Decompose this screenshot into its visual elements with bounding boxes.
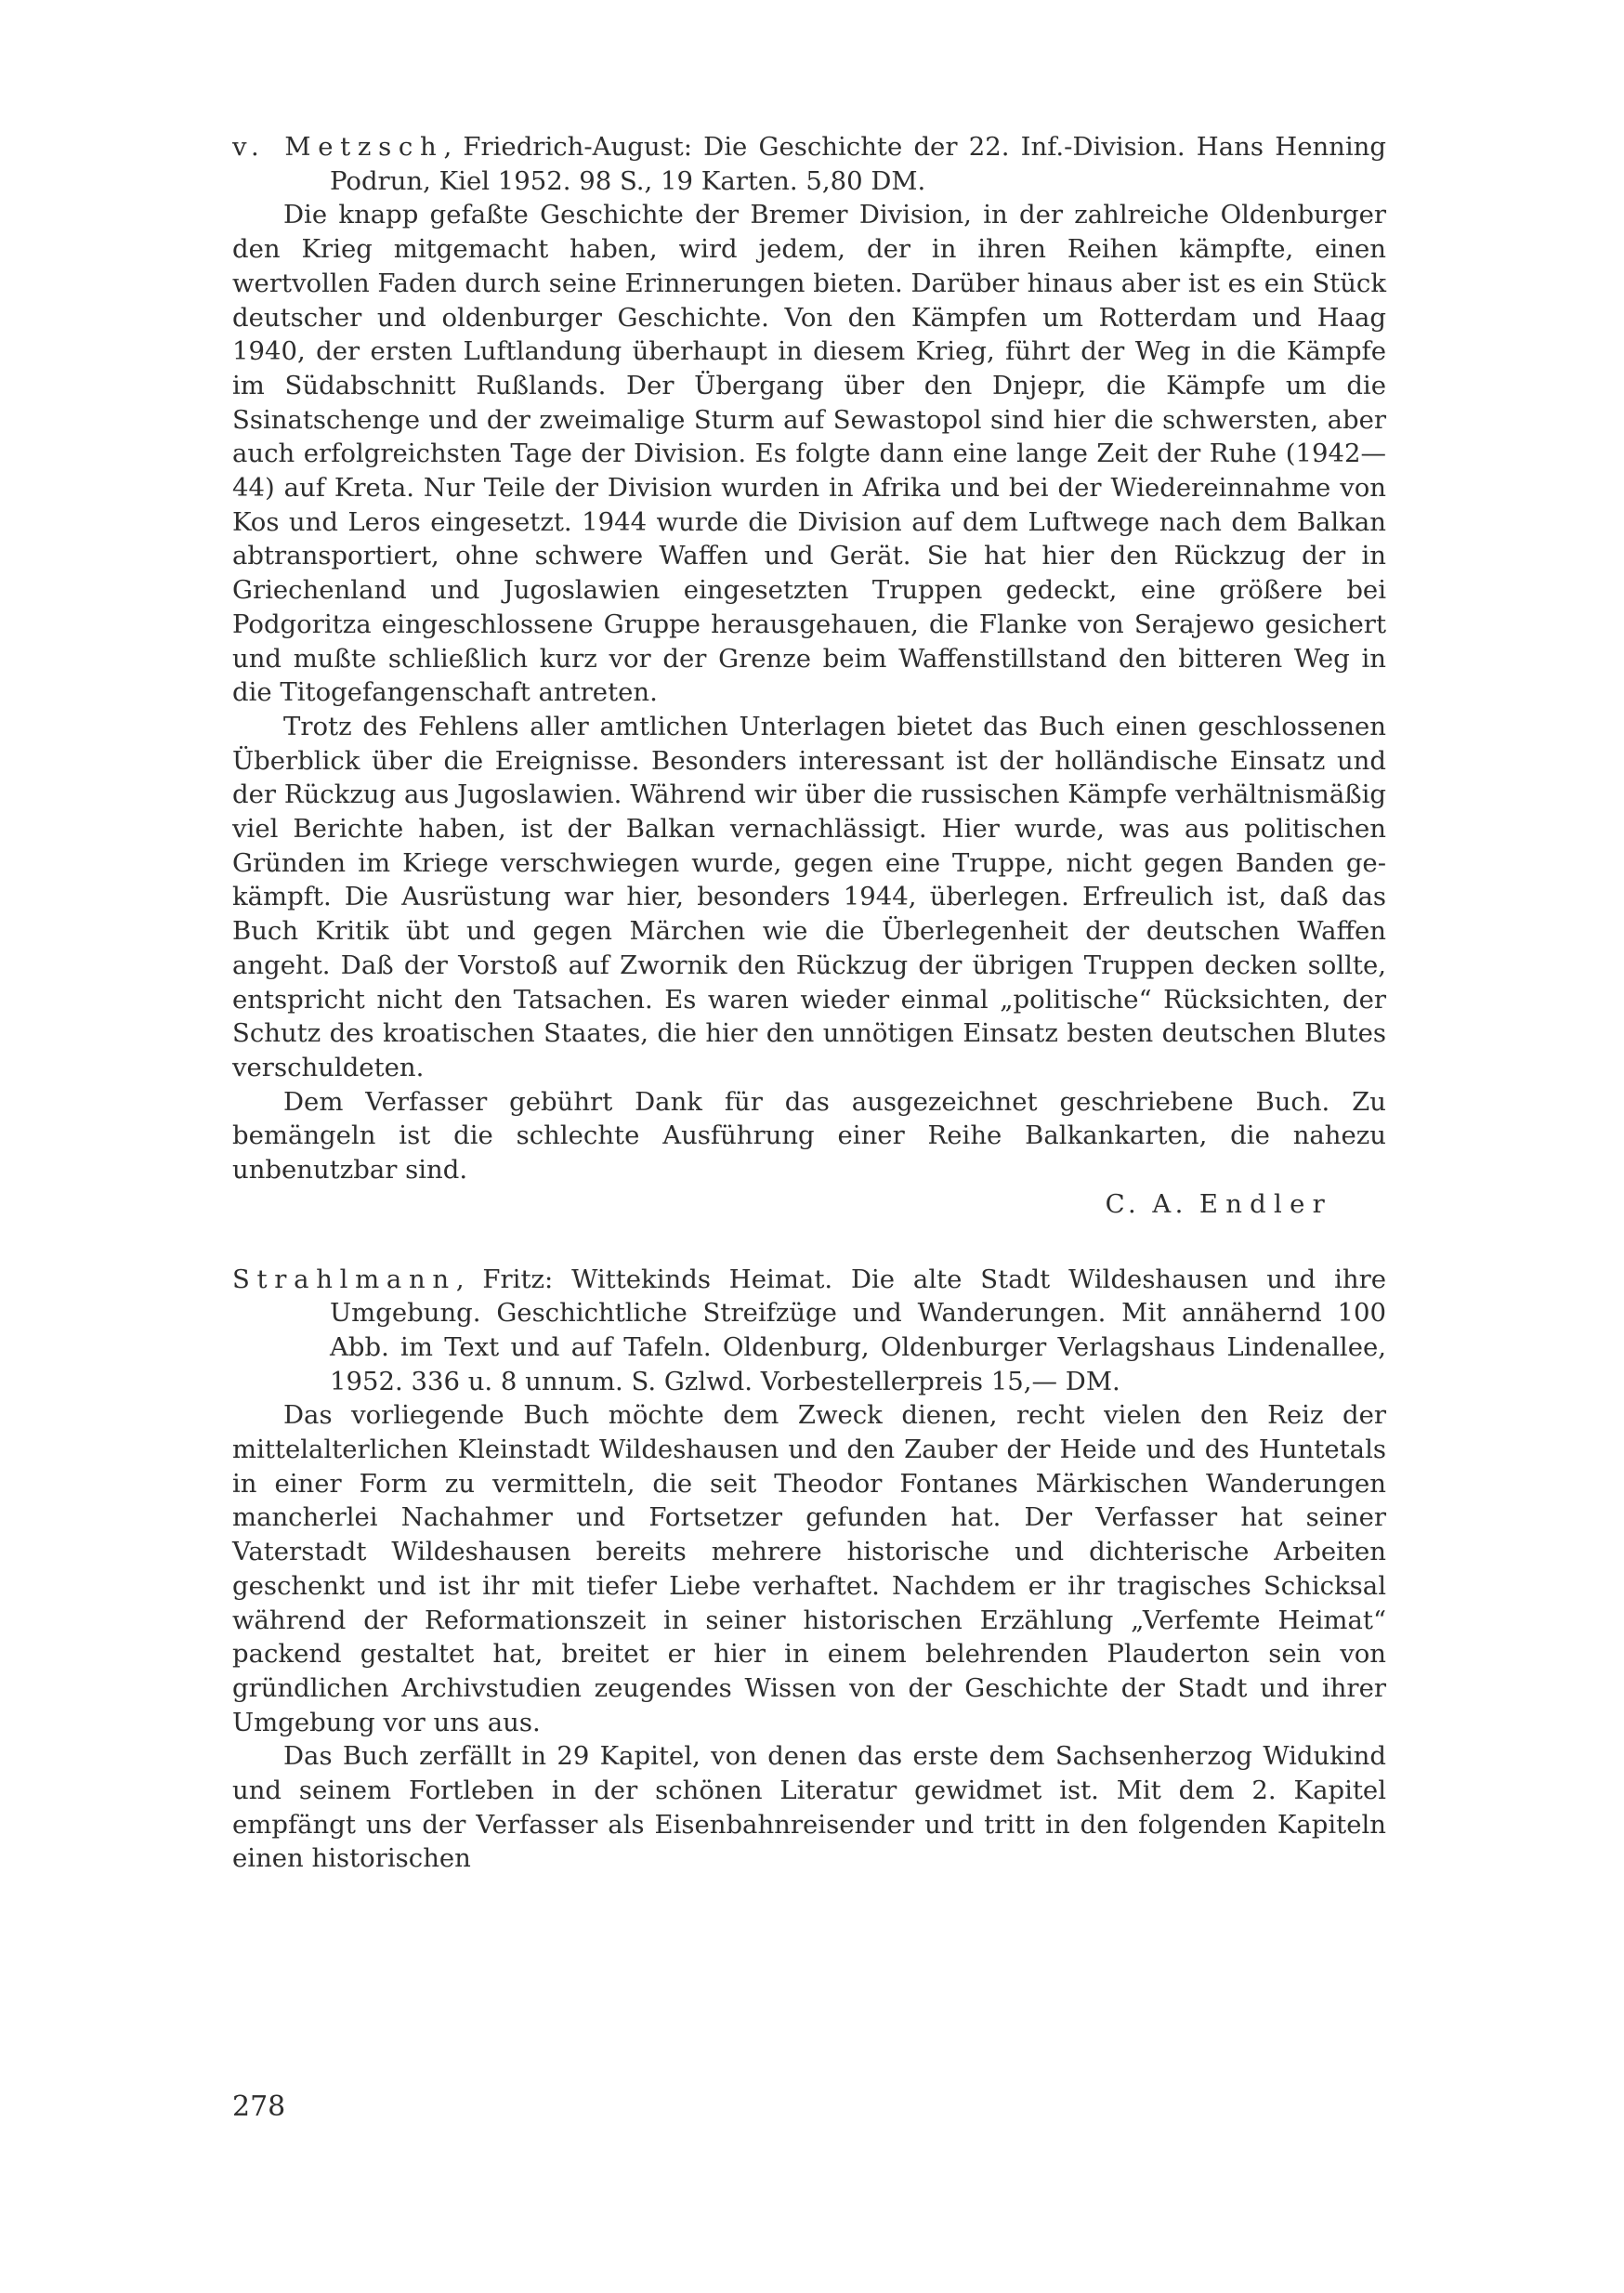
review1-paragraph-1: Die knapp gefaßte Geschichte der Bremer Division, in der zahlreiche Oldenburger den Krieg mitgemacht haben, wird jedem, der in ihren Reihen kämpfte, einen wertvollen Faden durch seine Erinnerungen bieten. Darüber hinaus aber ist es ein Stück deutscher und oldenburger Geschichte. Von den Kämpfen um Rotterdam und Haag 1940, der ersten Luftlandung überhaupt in diesem Krieg, führt der Weg in die Kämpfe im Südabschnitt Rußlands. Der Übergang über den Dnjepr, die Kämpfe um die Ssinatschenge und der zweimalige Sturm auf Sewastopol sind hier die schwersten, aber auch erfolgreichsten Tage der Division. Es folgte dann eine lange Zeit der Ruhe (1942—44) auf Kreta. Nur Teile der Division wurden in Afrika und bei der Wiedereinnahme von Kos und Leros eingesetzt. 1944 wurde die Division auf dem Luftwege nach dem Balkan abtransportiert, ohne schwere Waffen und Gerät. Sie hat hier den Rückzug der in Griechenland und Jugoslawien eingesetzten Truppen gedeckt, eine größere bei Podgoritza eingeschlossene Gruppe herausgehauen, die Flanke von Serajewo gesichert und mußte schließlich kurz vor der Grenze beim Waffenstillstand den bitteren Weg in die Titogefangenschaft antreten.: [232, 200, 1386, 708]
review1-signature-initials: C. A.: [1105, 1188, 1187, 1219]
page-number: 278: [232, 2090, 286, 2123]
review1-signature-surname: Endler: [1198, 1188, 1332, 1219]
review1-paragraph-3: Dem Verfasser gebührt Dank für das ausgezeichnet geschriebene Buch. Zu bemängeln ist die schlechte Ausführung einer Reihe Balkankarten, die nahezu unbenutzbar sind.: [232, 1086, 1386, 1186]
review1-citation-text: , Friedrich-August: Die Geschichte der 22. Inf.-Division. Hans Henning Podrun, Kiel 1952. 98 S., 19 Karten. 5,80 DM.: [330, 132, 1386, 196]
review2-paragraph-2: Das Buch zerfällt in 29 Kapitel, von denen das erste dem Sachsenherzog Widukind und seinem Fortleben in der schönen Literatur gewidmet ist. Mit dem 2. Kapitel empfängt uns der Verfasser als Eisenbahnreisender und tritt in den folgenden Kapiteln einen historischen: [232, 1741, 1386, 1874]
review-separator: [232, 1222, 1386, 1263]
review1-paragraph-2: Trotz des Fehlens aller amtlichen Unterlagen bietet das Buch einen geschlossenen Überblick über die Ereignisse. Besonders interessant ist der holländische Einsatz und der Rückzug aus Jugoslawien. Während wir über die russischen Kämpfe verhältnismäßig viel Berichte haben, ist der Balkan vernachlässigt. Hier wurde, was aus politischen Gründen im Kriege verschwiegen wurde, gegen eine Truppe, nicht gegen Banden gekämpft. Die Ausrüstung war hier, besonders 1944, überlegen. Erfreulich ist, daß das Buch Kritik übt und gegen Märchen wie die Überlegenheit der deutschen Waffen angeht. Daß der Vorstoß auf Zwornik den Rückzug der übrigen Truppen decken sollte, entspricht nicht den Tatsachen. Es waren wieder einmal „politische“ Rücksichten, der Schutz des kroatischen Staates, die hier den unnötigen Einsatz besten deutschen Blutes verschuldeten.: [232, 711, 1386, 1082]
review1-citation: [232, 130, 1386, 198]
review2-paragraph-1: Das vorliegende Buch möchte dem Zweck dienen, recht vielen den Reiz der mittelalterlichen Kleinstadt Wildeshausen und den Zauber der Heide und des Huntetals in einer Form zu vermitteln, die seit Theodor Fontanes Märkischen Wanderungen mancherlei Nachahmer und Fortsetzer gefunden hat. Der Verfasser hat seiner Vaterstadt Wildeshausen bereits mehrere historische und dichterische Arbeiten geschenkt und ist ihr mit tiefer Liebe verhaftet. Nachdem er ihr tragisches Schicksal während der Reformationszeit in seiner historischen Erzählung „Verfemte Heimat“ packend gestaltet hat, breitet er hier in einem belehrenden Plauderton sein von gründlichen Archivstudien zeugendes Wissen von der Geschichte der Stadt und ihrer Umgebung vor uns aus.: [232, 1400, 1386, 1737]
review2-citation: [232, 1263, 1386, 1399]
review1-signature-row: [232, 1187, 1386, 1222]
text-column: [232, 130, 1386, 1876]
review1-author: v. Metzsch: [232, 132, 444, 162]
review1-signature: [1106, 1187, 1332, 1222]
review2-citation-text: , Fritz: Wittekinds Heimat. Die alte Stadt Wildeshausen und ihre Umgebung. Geschichtliche Streifzüge und Wanderungen. Mit annähernd 100 Abb. im Text und auf Tafeln. Oldenburg, Oldenburger Verlagshaus Lindenallee, 1952. 336 u. 8 unnum. S. Gzlwd. Vorbestellerpreis 15,— DM.: [330, 1264, 1386, 1396]
review2-author: Strahlmann: [232, 1264, 456, 1294]
